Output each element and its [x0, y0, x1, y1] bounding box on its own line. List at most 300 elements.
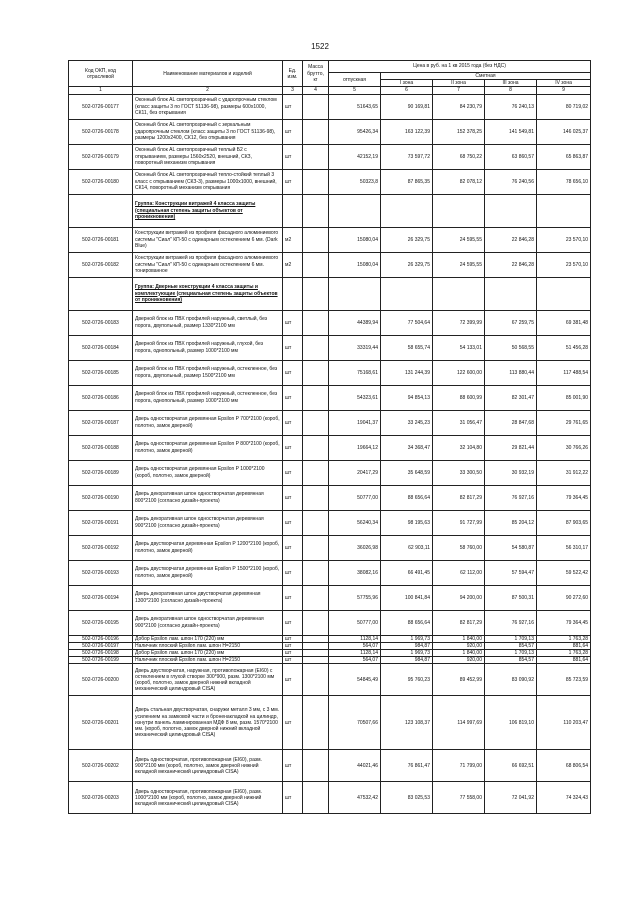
- row-code: 502-0726-00177: [69, 94, 133, 119]
- row-unit: шт: [283, 310, 303, 335]
- row-mass: [303, 460, 329, 485]
- row-unit: шт: [283, 335, 303, 360]
- table-row: [69, 664, 591, 696]
- row-zone-4: 85 723,59: [537, 664, 591, 696]
- row-name: Дверной блок из ПВХ профилей наружный, светлый, без порога, двупольный, размер 1330*2100 мм: [133, 310, 283, 335]
- row-zone-4: 78 656,10: [537, 169, 591, 194]
- column-index: 2: [133, 87, 283, 94]
- price-table: [68, 60, 591, 814]
- row-zone-3: 854,57: [485, 642, 537, 649]
- row-mass: [303, 169, 329, 194]
- row-zone-3: 57 594,47: [485, 560, 537, 585]
- table-row: [69, 657, 591, 664]
- row-zone-1: 77 504,64: [381, 310, 433, 335]
- column-index: 8: [485, 87, 537, 94]
- row-release-price: 50777,00: [329, 610, 381, 635]
- row-code: 502-0726-00184: [69, 335, 133, 360]
- row-zone-1: 87 865,35: [381, 169, 433, 194]
- row-zone-4: 29 761,65: [537, 410, 591, 435]
- row-code: 502-0726-00181: [69, 227, 133, 252]
- row-zone-2: 88 600,99: [433, 385, 485, 410]
- row-zone-2: 32 104,80: [433, 435, 485, 460]
- table-row: [69, 144, 591, 169]
- row-unit: шт: [283, 535, 303, 560]
- row-unit: шт: [283, 750, 303, 782]
- header-unit: Ед. изм.: [283, 61, 303, 87]
- row-code: 502-0726-00203: [69, 782, 133, 814]
- row-code: 502-0726-00198: [69, 650, 133, 657]
- row-release-price: 57755,96: [329, 585, 381, 610]
- row-zone-2: 24 595,55: [433, 227, 485, 252]
- row-group-name: Группа: Дверные конструкции 4 класса защиты и комплектующие (специальная степень защиты объектов от проникновения): [133, 277, 283, 310]
- row-mass: [303, 227, 329, 252]
- row-zone-1: 984,87: [381, 642, 433, 649]
- row-zone-3: 22 846,28: [485, 227, 537, 252]
- row-zone-3: 113 880,44: [485, 360, 537, 385]
- row-zone-2: 89 452,99: [433, 664, 485, 696]
- row-zone-3: 1 709,13: [485, 635, 537, 642]
- row-zone-1: 90 169,81: [381, 94, 433, 119]
- row-unit: шт: [283, 410, 303, 435]
- row-zone-4: 23 570,10: [537, 227, 591, 252]
- row-unit: шт: [283, 435, 303, 460]
- row-zone-3: 50 568,55: [485, 335, 537, 360]
- row-zone-4: 1 763,28: [537, 650, 591, 657]
- row-zone-3: 29 821,44: [485, 435, 537, 460]
- column-index: 6: [381, 87, 433, 94]
- row-zone-3: 106 819,10: [485, 696, 537, 750]
- table-row: [69, 535, 591, 560]
- row-zone-2: 82 817,29: [433, 485, 485, 510]
- row-zone-2: 1 840,00: [433, 650, 485, 657]
- row-release-price: 42152,19: [329, 144, 381, 169]
- row-zone-4: 79 364,45: [537, 610, 591, 635]
- row-name: Дверь одностворчатая деревянная Epsilon P 800*2100 (короб, полотно, замок дверной): [133, 435, 283, 460]
- row-zone-4: 85 001,90: [537, 385, 591, 410]
- row-zone-3: [485, 277, 537, 310]
- row-name: Дверь стальная двустворчатая, снаружи металл 3 мм, с 3 мм. усилением на замковой части и броненакладкой на цилиндр, изнутри панель ламинированная МДФ 8 мм, разм. 1570*2100 мм. (короб, полотно, замок дверной нижний вкладной механический цилиндровый CISA): [133, 696, 283, 750]
- row-code: 502-0726-00202: [69, 750, 133, 782]
- row-zone-1: 83 025,53: [381, 782, 433, 814]
- row-zone-1: 1 969,73: [381, 650, 433, 657]
- row-release-price: 38082,16: [329, 560, 381, 585]
- header-release-price: отпускная: [329, 73, 381, 87]
- row-mass: [303, 782, 329, 814]
- row-zone-4: 87 903,65: [537, 510, 591, 535]
- row-unit: шт: [283, 460, 303, 485]
- row-mass: [303, 535, 329, 560]
- row-code: 502-0726-00194: [69, 585, 133, 610]
- row-mass: [303, 664, 329, 696]
- row-mass: [303, 310, 329, 335]
- row-zone-1: 76 861,47: [381, 750, 433, 782]
- row-zone-3: 72 041,92: [485, 782, 537, 814]
- header-code: Код ОКП, код отраслевой: [69, 61, 133, 87]
- table-row: [69, 610, 591, 635]
- row-release-price: 15080,04: [329, 227, 381, 252]
- row-name: Дверной блок из ПВХ профилей наружный, глухой, без порога, однопольный, размер 1000*2100 мм: [133, 335, 283, 360]
- row-zone-4: 23 570,10: [537, 252, 591, 277]
- row-code: 502-0726-00186: [69, 385, 133, 410]
- table-row: [69, 635, 591, 642]
- row-code: 502-0726-00196: [69, 635, 133, 642]
- table-header: [69, 61, 591, 95]
- row-unit: шт: [283, 385, 303, 410]
- row-release-price: 564,07: [329, 657, 381, 664]
- row-unit: шт: [283, 782, 303, 814]
- row-zone-1: 984,87: [381, 657, 433, 664]
- row-zone-2: 82 078,12: [433, 169, 485, 194]
- row-unit: шт: [283, 510, 303, 535]
- row-zone-2: 71 799,00: [433, 750, 485, 782]
- row-code: 502-0726-00199: [69, 657, 133, 664]
- header-estimate: Сметная: [381, 73, 591, 80]
- row-zone-1: 34 368,47: [381, 435, 433, 460]
- row-zone-2: 62 112,00: [433, 560, 485, 585]
- row-unit: шт: [283, 119, 303, 144]
- row-zone-4: 65 863,87: [537, 144, 591, 169]
- group-row: [69, 194, 591, 227]
- row-zone-3: 83 090,92: [485, 664, 537, 696]
- row-code: 502-0726-00183: [69, 310, 133, 335]
- row-name: Добор Epsilon лам. шпон 170 (220) мм: [133, 650, 283, 657]
- row-zone-4: 881,64: [537, 642, 591, 649]
- header-price-title: Цена в руб. на 1 кв 2015 года (без НДС): [329, 61, 591, 73]
- row-zone-1: 95 760,23: [381, 664, 433, 696]
- row-mass: [303, 435, 329, 460]
- table-row: [69, 410, 591, 435]
- row-release-price: 15080,04: [329, 252, 381, 277]
- row-zone-1: 26 329,75: [381, 227, 433, 252]
- row-unit: шт: [283, 642, 303, 649]
- row-unit: шт: [283, 560, 303, 585]
- row-zone-1: 88 656,64: [381, 610, 433, 635]
- row-code: 502-0726-00185: [69, 360, 133, 385]
- row-code: 502-0726-00191: [69, 510, 133, 535]
- row-zone-4: 1 763,28: [537, 635, 591, 642]
- row-code: 502-0726-00192: [69, 535, 133, 560]
- row-zone-1: 94 854,13: [381, 385, 433, 410]
- row-release-price: 19664,12: [329, 435, 381, 460]
- row-zone-1: 131 244,39: [381, 360, 433, 385]
- row-release-price: 20417,29: [329, 460, 381, 485]
- row-release-price: 51643,65: [329, 94, 381, 119]
- row-zone-4: 31 912,22: [537, 460, 591, 485]
- row-release-price: 50323,8: [329, 169, 381, 194]
- row-zone-1: 123 108,37: [381, 696, 433, 750]
- row-release-price: 36026,98: [329, 535, 381, 560]
- row-zone-3: 63 860,57: [485, 144, 537, 169]
- row-name: Дверной блок из ПВХ профилей наружный, остекленное, без порога, двупольный, размер 1500*2100 мм: [133, 360, 283, 385]
- row-name: Дверь декоративная шпон одностворчатая деревянная 900*2100 (согласно дизайн-проекта): [133, 610, 283, 635]
- row-zone-3: 1 709,13: [485, 650, 537, 657]
- row-code: 502-0726-00180: [69, 169, 133, 194]
- column-index: 3: [283, 87, 303, 94]
- header-zone-3: III зона: [485, 80, 537, 87]
- column-index: 1: [69, 87, 133, 94]
- row-zone-4: 74 324,43: [537, 782, 591, 814]
- row-zone-4: 881,64: [537, 657, 591, 664]
- row-release-price: 56240,34: [329, 510, 381, 535]
- row-zone-3: 67 259,75: [485, 310, 537, 335]
- row-zone-4: 51 456,28: [537, 335, 591, 360]
- row-mass: [303, 560, 329, 585]
- table-row: [69, 119, 591, 144]
- row-mass: [303, 94, 329, 119]
- table-row: [69, 385, 591, 410]
- header-zone-1: I зона: [381, 80, 433, 87]
- row-name: Оконный блок AL светопрозрачный с ударопрочным стеклом (класс защиты 3 по ГОСТ 51136-98), размеры 600х1000, СК11, без открывания: [133, 94, 283, 119]
- row-unit: шт: [283, 650, 303, 657]
- row-zone-2: 82 817,29: [433, 610, 485, 635]
- row-name: Добор Epsilon лам. шпон 170 (220) мм: [133, 635, 283, 642]
- row-mass: [303, 335, 329, 360]
- row-release-price: 70507,66: [329, 696, 381, 750]
- table-row: [69, 169, 591, 194]
- row-zone-2: 72 399,99: [433, 310, 485, 335]
- row-zone-2: 94 200,00: [433, 585, 485, 610]
- row-zone-4: [537, 277, 591, 310]
- row-zone-1: 88 656,64: [381, 485, 433, 510]
- row-zone-3: 54 580,87: [485, 535, 537, 560]
- table-row: [69, 782, 591, 814]
- row-name: Дверь одностворчатая деревянная Epsilon P 700*2100 (короб, полотно, замок дверной): [133, 410, 283, 435]
- column-index: 4: [303, 87, 329, 94]
- table-row: [69, 750, 591, 782]
- row-mass: [303, 610, 329, 635]
- row-unit: шт: [283, 610, 303, 635]
- row-code: 502-0726-00188: [69, 435, 133, 460]
- row-zone-2: 54 133,01: [433, 335, 485, 360]
- row-release-price: 1128,14: [329, 650, 381, 657]
- row-code: [69, 277, 133, 310]
- row-name: Дверь декоративная шпон одностворчатая деревянная 800*2100 (согласно дизайн-проекта): [133, 485, 283, 510]
- row-release-price: 47532,42: [329, 782, 381, 814]
- header-zone-4: IV зона: [537, 80, 591, 87]
- row-release-price: 54323,61: [329, 385, 381, 410]
- header-mass: Масса брутто, кг: [303, 61, 329, 87]
- table-row: [69, 560, 591, 585]
- row-zone-3: 66 692,51: [485, 750, 537, 782]
- row-mass: [303, 252, 329, 277]
- table-row: [69, 485, 591, 510]
- row-unit: м2: [283, 252, 303, 277]
- row-name: Конструкции витражей из профиля фасадного алюминиевого системы "Сиал" КП-50 с одинарным остеклением 6 мм. тонированное: [133, 252, 283, 277]
- row-zone-3: 76 927,16: [485, 610, 537, 635]
- table-row: [69, 585, 591, 610]
- row-zone-2: 114 997,69: [433, 696, 485, 750]
- row-mass: [303, 750, 329, 782]
- row-unit: шт: [283, 657, 303, 664]
- row-unit: шт: [283, 664, 303, 696]
- row-name: Наличник плоский Epsilon лам. шпон Н=2150: [133, 642, 283, 649]
- row-code: 502-0726-00179: [69, 144, 133, 169]
- row-name: Оконный блок AL светопрозрачный с зеркальным ударопрочным стеклом (класс защиты 3 по ГОСТ 51136-98), размеры 1200х2400, СК12, без открывания: [133, 119, 283, 144]
- row-release-price: 19041,37: [329, 410, 381, 435]
- table-row: [69, 227, 591, 252]
- row-code: 502-0726-00190: [69, 485, 133, 510]
- row-zone-3: 30 932,19: [485, 460, 537, 485]
- row-zone-2: 91 727,99: [433, 510, 485, 535]
- row-zone-3: 76 927,16: [485, 485, 537, 510]
- row-zone-1: 98 195,63: [381, 510, 433, 535]
- row-mass: [303, 585, 329, 610]
- row-zone-4: 68 806,54: [537, 750, 591, 782]
- row-release-price: 564,07: [329, 642, 381, 649]
- row-release-price: [329, 277, 381, 310]
- row-zone-3: 82 301,47: [485, 385, 537, 410]
- row-name: Конструкции витражей из профиля фасадного алюминиевого системы "Сиал" КП-50 с одинарным остеклением 6 мм. (Dark Blue): [133, 227, 283, 252]
- table-row: [69, 94, 591, 119]
- row-mass: [303, 696, 329, 750]
- row-zone-3: 141 549,81: [485, 119, 537, 144]
- column-index: 7: [433, 87, 485, 94]
- row-release-price: 75168,61: [329, 360, 381, 385]
- row-zone-4: 56 310,17: [537, 535, 591, 560]
- row-name: Дверь двустворчатая, наружная, противопожарная (EI60) с остеклением в глухой створке 300*900, разм. 1300*2100 мм (короб, полотно, замок дверной нижний вкладной механический цилиндровый CISA): [133, 664, 283, 696]
- row-release-price: 54845,49: [329, 664, 381, 696]
- row-zone-3: 22 846,28: [485, 252, 537, 277]
- row-code: 502-0726-00201: [69, 696, 133, 750]
- row-mass: [303, 410, 329, 435]
- row-mass: [303, 119, 329, 144]
- row-unit: шт: [283, 696, 303, 750]
- row-zone-1: 33 245,23: [381, 410, 433, 435]
- row-zone-3: [485, 194, 537, 227]
- row-mass: [303, 642, 329, 649]
- group-row: [69, 277, 591, 310]
- row-mass: [303, 385, 329, 410]
- header-zone-2: II зона: [433, 80, 485, 87]
- row-zone-2: 122 600,00: [433, 360, 485, 385]
- row-zone-4: 90 272,60: [537, 585, 591, 610]
- table-row: [69, 510, 591, 535]
- row-unit: м2: [283, 227, 303, 252]
- row-release-price: 95426,34: [329, 119, 381, 144]
- row-unit: шт: [283, 485, 303, 510]
- row-code: 502-0726-00193: [69, 560, 133, 585]
- row-release-price: 33319,44: [329, 335, 381, 360]
- row-zone-3: 87 500,31: [485, 585, 537, 610]
- row-unit: шт: [283, 94, 303, 119]
- row-code: 502-0726-00189: [69, 460, 133, 485]
- row-unit: шт: [283, 635, 303, 642]
- row-zone-2: 33 300,50: [433, 460, 485, 485]
- row-mass: [303, 194, 329, 227]
- table-row: [69, 435, 591, 460]
- row-zone-2: 152 378,25: [433, 119, 485, 144]
- row-zone-4: 146 025,37: [537, 119, 591, 144]
- row-zone-2: 920,00: [433, 642, 485, 649]
- row-code: 502-0726-00187: [69, 410, 133, 435]
- row-zone-2: 77 558,00: [433, 782, 485, 814]
- row-zone-4: 79 364,45: [537, 485, 591, 510]
- column-index: 9: [537, 87, 591, 94]
- row-zone-4: [537, 194, 591, 227]
- row-name: Дверь декоративная шпон одностворчатая деревянная 900*2100 (согласно дизайн-проекта): [133, 510, 283, 535]
- row-zone-1: 62 903,11: [381, 535, 433, 560]
- row-release-price: 50777,00: [329, 485, 381, 510]
- row-zone-2: [433, 194, 485, 227]
- row-zone-1: [381, 277, 433, 310]
- row-zone-3: 76 240,13: [485, 94, 537, 119]
- row-zone-3: 85 204,12: [485, 510, 537, 535]
- row-code: 502-0726-00200: [69, 664, 133, 696]
- row-zone-1: 66 491,45: [381, 560, 433, 585]
- row-code: 502-0726-00195: [69, 610, 133, 635]
- row-zone-4: 59 522,42: [537, 560, 591, 585]
- row-code: [69, 194, 133, 227]
- row-unit: шт: [283, 360, 303, 385]
- row-name: Дверь декоративная шпон двустворчатая деревянная 1300*2100 (согласно дизайн-проекта): [133, 585, 283, 610]
- row-name: Дверь двустворчатая деревянная Epsilon P 1500*2100 (короб, полотно, замок дверной): [133, 560, 283, 585]
- row-mass: [303, 277, 329, 310]
- row-name: Оконный блок AL светопрозрачный тепло-стойкий теплый 3 класс с открыванием (СКЗ-3), размеры 1000х1000, внешний, СК14, поворотный механизм открывания: [133, 169, 283, 194]
- row-zone-4: 117 488,54: [537, 360, 591, 385]
- row-zone-1: 1 969,73: [381, 635, 433, 642]
- row-zone-4: 110 203,47: [537, 696, 591, 750]
- row-zone-2: 84 230,79: [433, 94, 485, 119]
- column-index: 5: [329, 87, 381, 94]
- row-zone-2: 1 840,00: [433, 635, 485, 642]
- row-zone-2: 31 056,47: [433, 410, 485, 435]
- row-mass: [303, 360, 329, 385]
- row-name: Дверь одностворчатая деревянная Epsilon P 1000*2100 (короб, полотно, замок дверной): [133, 460, 283, 485]
- row-mass: [303, 650, 329, 657]
- row-release-price: 44389,94: [329, 310, 381, 335]
- row-zone-2: 68 750,22: [433, 144, 485, 169]
- row-zone-3: 854,57: [485, 657, 537, 664]
- row-zone-1: 100 841,84: [381, 585, 433, 610]
- row-mass: [303, 657, 329, 664]
- row-mass: [303, 144, 329, 169]
- row-zone-4: 69 381,48: [537, 310, 591, 335]
- page-number: 1522: [311, 42, 329, 51]
- row-name: Дверь одностворчатая, противопожарная (EI60), разм. 1000*2100 мм (короб, полотно, замок дверной нижний вкладной механический цилиндровый CISA): [133, 782, 283, 814]
- table-row: [69, 252, 591, 277]
- row-code: 502-0726-00182: [69, 252, 133, 277]
- row-name: Оконный блок AL светопрозрачный теплый Б2 с открыванием, размеры 1560х2520, внешний, СКЗ, поворотный механизм открывания: [133, 144, 283, 169]
- row-unit: шт: [283, 585, 303, 610]
- row-release-price: [329, 194, 381, 227]
- row-name: Дверной блок из ПВХ профилей наружный, остекленное, без порога, однопольный, размер 1000*2100 мм: [133, 385, 283, 410]
- table-row: [69, 360, 591, 385]
- row-unit: шт: [283, 169, 303, 194]
- row-unit: [283, 194, 303, 227]
- table-row: [69, 310, 591, 335]
- row-mass: [303, 635, 329, 642]
- table-body: [69, 94, 591, 814]
- row-zone-4: 80 719,02: [537, 94, 591, 119]
- table-row: [69, 335, 591, 360]
- row-mass: [303, 485, 329, 510]
- row-code: 502-0726-00197: [69, 642, 133, 649]
- row-code: 502-0726-00178: [69, 119, 133, 144]
- row-zone-1: 26 329,75: [381, 252, 433, 277]
- row-zone-2: [433, 277, 485, 310]
- row-zone-1: 73 597,72: [381, 144, 433, 169]
- header-name: Наименование материалов и изделий: [133, 61, 283, 87]
- row-group-name: Группа: Конструкции витражей 4 класса защиты (специальная степень защиты объектов от проникновения): [133, 194, 283, 227]
- table-row: [69, 696, 591, 750]
- row-release-price: 1128,14: [329, 635, 381, 642]
- row-zone-1: 58 655,74: [381, 335, 433, 360]
- row-zone-3: 28 847,68: [485, 410, 537, 435]
- row-name: Дверь одностворчатая, противопожарная (EI60), разм. 900*2100 мм (короб, полотно, замок дверной нижний вкладной механический цилиндровый CISA): [133, 750, 283, 782]
- row-name: Наличник плоский Epsilon лам. шпон Н=2150: [133, 657, 283, 664]
- row-mass: [303, 510, 329, 535]
- row-unit: шт: [283, 144, 303, 169]
